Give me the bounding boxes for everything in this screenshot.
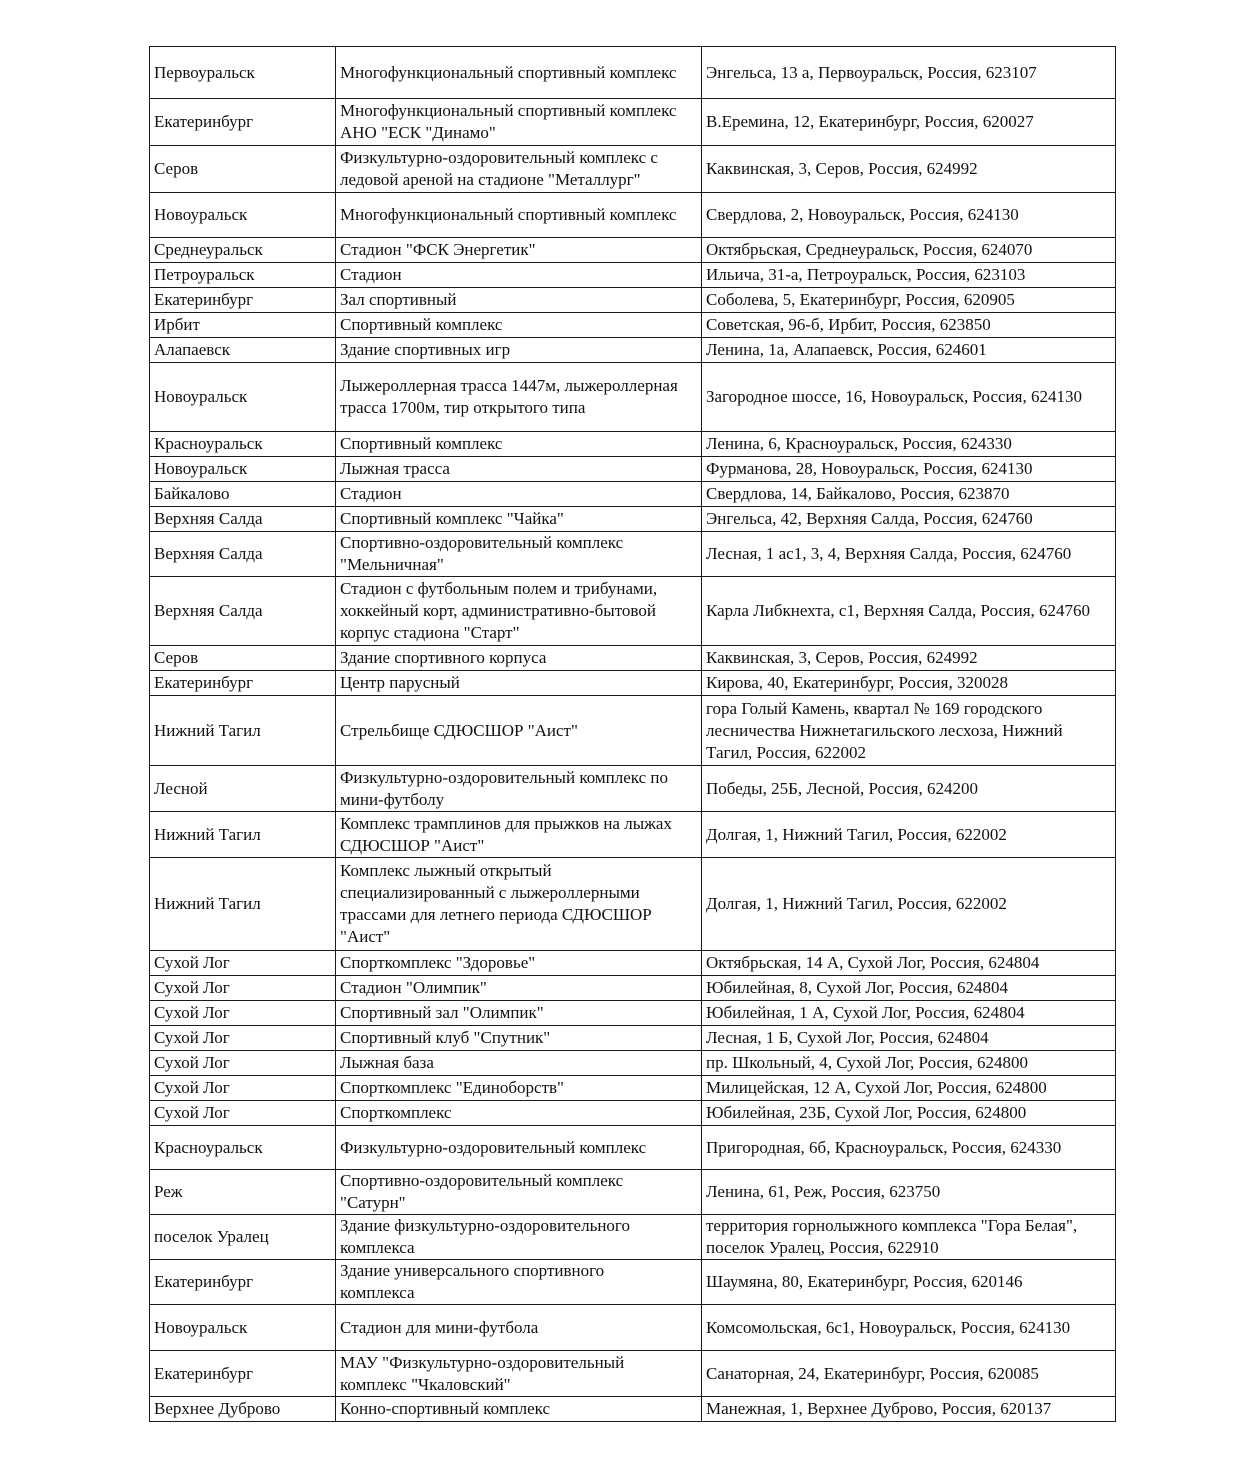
city-cell: Нижний Тагил [150,858,336,951]
table-row [150,1001,1116,1026]
facility-name-cell: Спорткомплекс "Единоборств" [336,1076,702,1101]
address-cell: Пригородная, 6б, Красноуральск, Россия, 624330 [702,1126,1116,1170]
city-cell: Верхняя Салда [150,507,336,532]
table-row [150,507,1116,532]
facility-name-cell: Стадион [336,263,702,288]
city-cell: Красноуральск [150,1126,336,1170]
city-cell: Байкалово [150,482,336,507]
facilities-table-body [150,47,1116,1422]
facility-name-cell: Лыжная трасса [336,457,702,482]
table-row [150,976,1116,1001]
city-cell: Сухой Лог [150,1101,336,1126]
city-cell: Верхнее Дуброво [150,1397,336,1422]
table-row [150,1076,1116,1101]
table-row [150,1051,1116,1076]
city-cell: Серов [150,646,336,671]
facility-name-cell: Спортивный комплекс [336,432,702,457]
facility-name-cell: Конно-спортивный комплекс [336,1397,702,1422]
facility-name-cell: Физкультурно-оздоровительный комплекс с ледовой ареной на стадионе "Металлург" [336,146,702,193]
table-row [150,1126,1116,1170]
table-row [150,1305,1116,1351]
address-cell: Энгельса, 13 а, Первоуральск, Россия, 623107 [702,47,1116,99]
facility-name-cell: Спорткомплекс "Здоровье" [336,951,702,976]
facility-name-cell: Спортивный зал "Олимпик" [336,1001,702,1026]
city-cell: Лесной [150,766,336,812]
table-row [150,812,1116,858]
facility-name-cell: Спортивный клуб "Спутник" [336,1026,702,1051]
facility-name-cell: Стадион с футбольным полем и трибунами, хоккейный корт, административно-бытовой корпус стадиона "Старт" [336,577,702,646]
address-cell: Октябрьская, 14 А, Сухой Лог, Россия, 624804 [702,951,1116,976]
city-cell: Новоуральск [150,193,336,238]
facility-name-cell: Физкультурно-оздоровительный комплекс по мини-футболу [336,766,702,812]
facility-name-cell: Стадион [336,482,702,507]
table-row [150,47,1116,99]
city-cell: Первоуральск [150,47,336,99]
city-cell: Екатеринбург [150,671,336,696]
table-row [150,146,1116,193]
address-cell: Ленина, 6, Красноуральск, Россия, 624330 [702,432,1116,457]
city-cell: Сухой Лог [150,976,336,1001]
table-row [150,457,1116,482]
address-cell: Октябрьская, Среднеуральск, Россия, 624070 [702,238,1116,263]
table-row [150,1397,1116,1422]
table-row [150,193,1116,238]
address-cell: Юбилейная, 1 А, Сухой Лог, Россия, 624804 [702,1001,1116,1026]
address-cell: Энгельса, 42, Верхняя Салда, Россия, 624760 [702,507,1116,532]
facility-name-cell: Лыжероллерная трасса 1447м, лыжероллерная трасса 1700м, тир открытого типа [336,363,702,432]
city-cell: Среднеуральск [150,238,336,263]
city-cell: Екатеринбург [150,1351,336,1397]
address-cell: Кирова, 40, Екатеринбург, Россия, 320028 [702,671,1116,696]
address-cell: Ильича, 31-а, Петроуральск, Россия, 623103 [702,263,1116,288]
table-row [150,482,1116,507]
facility-name-cell: Комплекс трамплинов для прыжков на лыжах СДЮСШОР "Аист" [336,812,702,858]
facility-name-cell: Физкультурно-оздоровительный комплекс [336,1126,702,1170]
address-cell: Милицейская, 12 А, Сухой Лог, Россия, 624800 [702,1076,1116,1101]
table-row [150,577,1116,646]
city-cell: Сухой Лог [150,1051,336,1076]
table-row [150,696,1116,766]
address-cell: Долгая, 1, Нижний Тагил, Россия, 622002 [702,858,1116,951]
facility-name-cell: Стрельбище СДЮСШОР "Аист" [336,696,702,766]
address-cell: Каквинская, 3, Серов, Россия, 624992 [702,646,1116,671]
table-row [150,338,1116,363]
address-cell: Шаумяна, 80, Екатеринбург, Россия, 620146 [702,1260,1116,1305]
table-row [150,99,1116,146]
city-cell: Алапаевск [150,338,336,363]
table-row [150,671,1116,696]
city-cell: Петроуральск [150,263,336,288]
address-cell: Каквинская, 3, Серов, Россия, 624992 [702,146,1116,193]
city-cell: Сухой Лог [150,1001,336,1026]
address-cell: Юбилейная, 23Б, Сухой Лог, Россия, 624800 [702,1101,1116,1126]
address-cell: Победы, 25Б, Лесной, Россия, 624200 [702,766,1116,812]
facility-name-cell: Здание универсального спортивного комплекса [336,1260,702,1305]
table-row [150,313,1116,338]
address-cell: гора Голый Камень, квартал № 169 городского лесничества Нижнетагильского лесхоза, Нижний Тагил, Россия, 622002 [702,696,1116,766]
facility-name-cell: Спортивный комплекс [336,313,702,338]
facility-name-cell: Стадион "Олимпик" [336,976,702,1001]
address-cell: Лесная, 1 ас1, 3, 4, Верхняя Салда, Россия, 624760 [702,532,1116,577]
address-cell: Ленина, 1а, Алапаевск, Россия, 624601 [702,338,1116,363]
facility-name-cell: МАУ "Физкультурно-оздоровительный комплекс "Чкаловский" [336,1351,702,1397]
table-row [150,1101,1116,1126]
table-row [150,951,1116,976]
table-row [150,432,1116,457]
city-cell: Серов [150,146,336,193]
city-cell: Верхняя Салда [150,577,336,646]
address-cell: территория горнолыжного комплекса "Гора Белая", поселок Уралец, Россия, 622910 [702,1215,1116,1260]
city-cell: Нижний Тагил [150,812,336,858]
table-row [150,646,1116,671]
address-cell: Свердлова, 2, Новоуральск, Россия, 624130 [702,193,1116,238]
facility-name-cell: Здание спортивного корпуса [336,646,702,671]
address-cell: пр. Школьный, 4, Сухой Лог, Россия, 624800 [702,1051,1116,1076]
facility-name-cell: Центр парусный [336,671,702,696]
table-row [150,1260,1116,1305]
facility-name-cell: Спортивный комплекс "Чайка" [336,507,702,532]
address-cell: Ленина, 61, Реж, Россия, 623750 [702,1170,1116,1215]
city-cell: Новоуральск [150,363,336,432]
table-row [150,1026,1116,1051]
city-cell: поселок Уралец [150,1215,336,1260]
facility-name-cell: Спорткомплекс [336,1101,702,1126]
city-cell: Нижний Тагил [150,696,336,766]
facilities-table [149,46,1116,1422]
table-row [150,238,1116,263]
facility-name-cell: Многофункциональный спортивный комплекс [336,193,702,238]
facility-name-cell: Многофункциональный спортивный комплекс [336,47,702,99]
table-row [150,1215,1116,1260]
facility-name-cell: Стадион "ФСК Энергетик" [336,238,702,263]
city-cell: Сухой Лог [150,951,336,976]
address-cell: Фурманова, 28, Новоуральск, Россия, 624130 [702,457,1116,482]
city-cell: Екатеринбург [150,1260,336,1305]
city-cell: Верхняя Салда [150,532,336,577]
table-row [150,858,1116,951]
table-row [150,288,1116,313]
city-cell: Реж [150,1170,336,1215]
address-cell: Манежная, 1, Верхнее Дуброво, Россия, 620137 [702,1397,1116,1422]
city-cell: Екатеринбург [150,99,336,146]
facility-name-cell: Комплекс лыжный открытый специализированный с лыжероллерными трассами для летнего периода СДЮСШОР "Аист" [336,858,702,951]
table-row [150,1170,1116,1215]
city-cell: Красноуральск [150,432,336,457]
facility-name-cell: Спортивно-оздоровительный комплекс "Мельничная" [336,532,702,577]
table-row [150,532,1116,577]
facility-name-cell: Лыжная база [336,1051,702,1076]
city-cell: Екатеринбург [150,288,336,313]
table-row [150,766,1116,812]
city-cell: Новоуральск [150,1305,336,1351]
city-cell: Сухой Лог [150,1076,336,1101]
facility-name-cell: Зал спортивный [336,288,702,313]
facility-name-cell: Многофункциональный спортивный комплекс АНО "ЕСК "Динамо" [336,99,702,146]
address-cell: Карла Либкнехта, с1, Верхняя Салда, Россия, 624760 [702,577,1116,646]
address-cell: Санаторная, 24, Екатеринбург, Россия, 620085 [702,1351,1116,1397]
address-cell: Юбилейная, 8, Сухой Лог, Россия, 624804 [702,976,1116,1001]
facility-name-cell: Здание физкультурно-оздоровительного комплекса [336,1215,702,1260]
address-cell: В.Еремина, 12, Екатеринбург, Россия, 620027 [702,99,1116,146]
address-cell: Свердлова, 14, Байкалово, Россия, 623870 [702,482,1116,507]
facility-name-cell: Спортивно-оздоровительный комплекс "Сатурн" [336,1170,702,1215]
city-cell: Ирбит [150,313,336,338]
table-row [150,363,1116,432]
address-cell: Долгая, 1, Нижний Тагил, Россия, 622002 [702,812,1116,858]
address-cell: Советская, 96-б, Ирбит, Россия, 623850 [702,313,1116,338]
city-cell: Новоуральск [150,457,336,482]
city-cell: Сухой Лог [150,1026,336,1051]
address-cell: Загородное шоссе, 16, Новоуральск, Россия, 624130 [702,363,1116,432]
table-row [150,1351,1116,1397]
address-cell: Комсомольская, 6с1, Новоуральск, Россия, 624130 [702,1305,1116,1351]
table-row [150,263,1116,288]
facility-name-cell: Здание спортивных игр [336,338,702,363]
address-cell: Соболева, 5, Екатеринбург, Россия, 620905 [702,288,1116,313]
address-cell: Лесная, 1 Б, Сухой Лог, Россия, 624804 [702,1026,1116,1051]
facility-name-cell: Стадион для мини-футбола [336,1305,702,1351]
